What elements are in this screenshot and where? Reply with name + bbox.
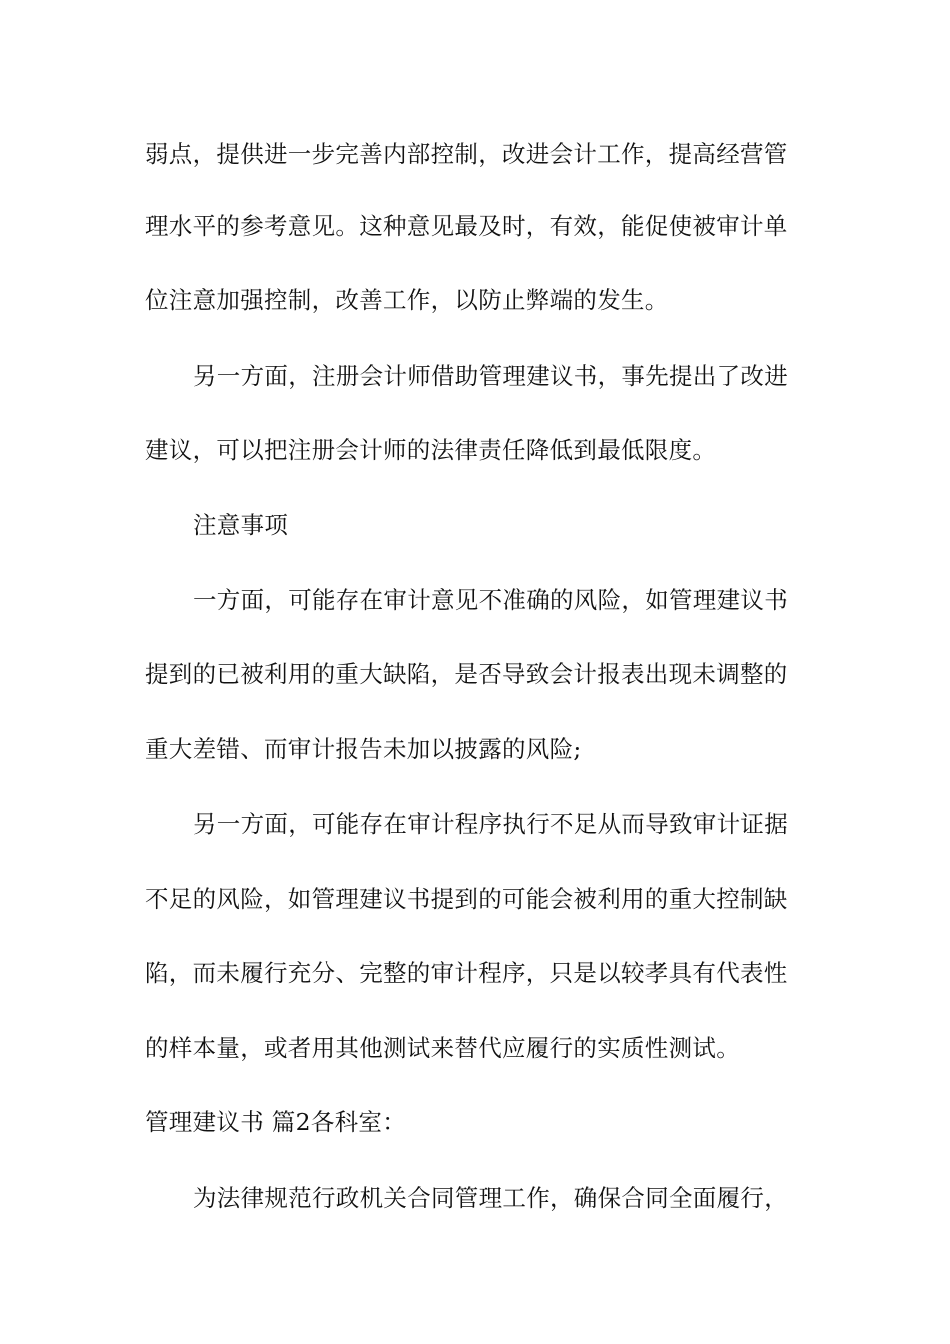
paragraph-line: 理水平的参考意见。这种意见最及时，有效，能促使被审计单 — [145, 212, 788, 240]
paragraph-line: 的样本量，或者用其他测试来替代应履行的实质性测试。 — [145, 1034, 740, 1062]
paragraph-line: 位注意加强控制，改善工作，以防止弊端的发生。 — [145, 286, 669, 314]
paragraph-line: 重大差错、而审计报告未加以披露的风险; — [145, 735, 582, 763]
paragraph-line: 提到的已被利用的重大缺陷，是否导致会计报表出现未调整的 — [145, 660, 788, 688]
section-heading: 注意事项 — [193, 511, 289, 539]
paragraph-line: 弱点，提供进一步完善内部控制，改进会计工作，提高经营管 — [145, 140, 788, 168]
paragraph-line: 陷，而未履行充分、完整的审计程序，只是以较孝具有代表性 — [145, 959, 788, 987]
section-title: 管理建议书 篇2各科室： — [145, 1108, 407, 1136]
paragraph-line: 为法律规范行政机关合同管理工作，确保合同全面履行， — [193, 1184, 788, 1212]
paragraph-line: 不足的风险，如管理建议书提到的可能会被利用的重大控制缺 — [145, 885, 788, 913]
paragraph-line: 一方面，可能存在审计意见不准确的风险，如管理建议书 — [193, 586, 788, 614]
paragraph-line: 另一方面，可能存在审计程序执行不足从而导致审计证据 — [193, 810, 788, 838]
paragraph-line: 建议，可以把注册会计师的法律责任降低到最低限度。 — [145, 436, 717, 464]
paragraph-line: 另一方面，注册会计师借助管理建议书，事先提出了改进 — [193, 362, 788, 390]
